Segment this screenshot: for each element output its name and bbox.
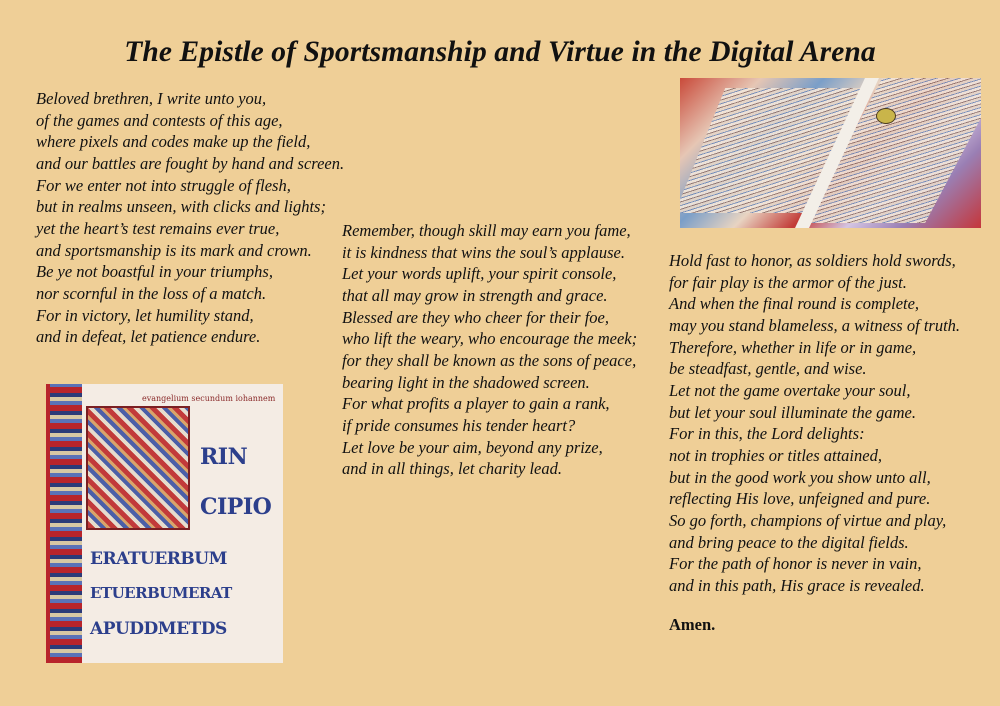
poem-line: and in defeat, let patience endure.: [36, 327, 261, 347]
poem-line: if pride consumes his tender heart?: [342, 415, 576, 435]
poem-line: and sportsmanship is its mark and crown.: [36, 240, 312, 260]
poem-line: not in trophies or titles attained,: [669, 445, 882, 465]
manuscript-line: RIN: [200, 444, 248, 470]
poem-line: may you stand blameless, a witness of truth.: [669, 315, 961, 335]
poem-column-1: [36, 88, 344, 348]
poem-line: but in realms unseen, with clicks and lights;: [36, 197, 326, 217]
poem-line: and in all things, let charity lead.: [342, 459, 562, 479]
poem-line: Let your words uplift, your spirit console,: [342, 264, 617, 284]
poem-line: and in this path, His grace is revealed.: [669, 575, 925, 595]
poem-line: for fair play is the armor of the just.: [669, 272, 907, 292]
poem-line: For in victory, let humility stand,: [36, 305, 254, 325]
open-book-image: [680, 78, 981, 228]
poem-line: and our battles are fought by hand and screen.: [36, 153, 345, 173]
poem-column-3: [669, 250, 960, 597]
manuscript-line: ERATUERBUM: [90, 549, 227, 569]
closing-amen: Amen.: [669, 615, 716, 634]
poem-line: For what profits a player to gain a rank,: [342, 394, 610, 414]
poem-line: that all may grow in strength and grace.: [342, 285, 608, 305]
poem-line: yet the heart’s test remains ever true,: [36, 218, 280, 238]
poem-line: and bring peace to the digital fields.: [669, 532, 909, 552]
manuscript-line: ETUERBUMERAT: [90, 584, 232, 602]
poem-column-2: [342, 220, 637, 480]
gold-ornament: [876, 108, 896, 124]
page-title: The Epistle of Sportsmanship and Virtue in the Digital Arena: [124, 36, 876, 68]
poem-line: Let love be your aim, beyond any prize,: [342, 437, 603, 457]
poem-line: For we enter not into struggle of flesh,: [36, 175, 291, 195]
poem-line: And when the final round is complete,: [669, 294, 920, 314]
poem-line: but in the good work you show unto all,: [669, 467, 931, 487]
illuminated-initial: [86, 406, 190, 530]
manuscript-line: CIPIO: [200, 494, 272, 520]
manuscript-header: evangelium secundum iohannem: [142, 394, 276, 403]
poem-line: Beloved brethren, I write unto you,: [36, 89, 267, 108]
poem-line: but let your soul illuminate the game.: [669, 402, 917, 422]
poem-line: of the games and contests of this age,: [36, 110, 283, 130]
poem-line: bearing light in the shadowed screen.: [342, 372, 590, 392]
poem-line: where pixels and codes make up the field,: [36, 132, 311, 152]
poem-line: Remember, though skill may earn you fame,: [342, 221, 631, 240]
poem-line: nor scornful in the loss of a match.: [36, 283, 267, 303]
poem-line: for they shall be known as the sons of peace,: [342, 350, 637, 370]
manuscript-border: [50, 384, 82, 663]
poem-line: For in this, the Lord delights:: [669, 424, 865, 444]
poem-line: Hold fast to honor, as soldiers hold swords,: [669, 251, 956, 270]
poem-line: be steadfast, gentle, and wise.: [669, 359, 867, 379]
illuminated-manuscript-image: [46, 384, 283, 663]
poem-line: Let not the game overtake your soul,: [669, 380, 911, 400]
poem-line: it is kindness that wins the soul’s applause.: [342, 242, 625, 262]
poem-line: Blessed are they who cheer for their foe,: [342, 307, 609, 327]
poem-line: For the path of honor is never in vain,: [669, 554, 922, 574]
poem-line: Therefore, whether in life or in game,: [669, 337, 917, 357]
poem-line: who lift the weary, who encourage the meek;: [342, 329, 638, 349]
poem-line: reflecting His love, unfeigned and pure.: [669, 489, 931, 509]
manuscript-line: APUDDMETDS: [90, 619, 227, 639]
poem-line: So go forth, champions of virtue and play,: [669, 510, 947, 530]
poem-line: Be ye not boastful in your triumphs,: [36, 262, 273, 282]
